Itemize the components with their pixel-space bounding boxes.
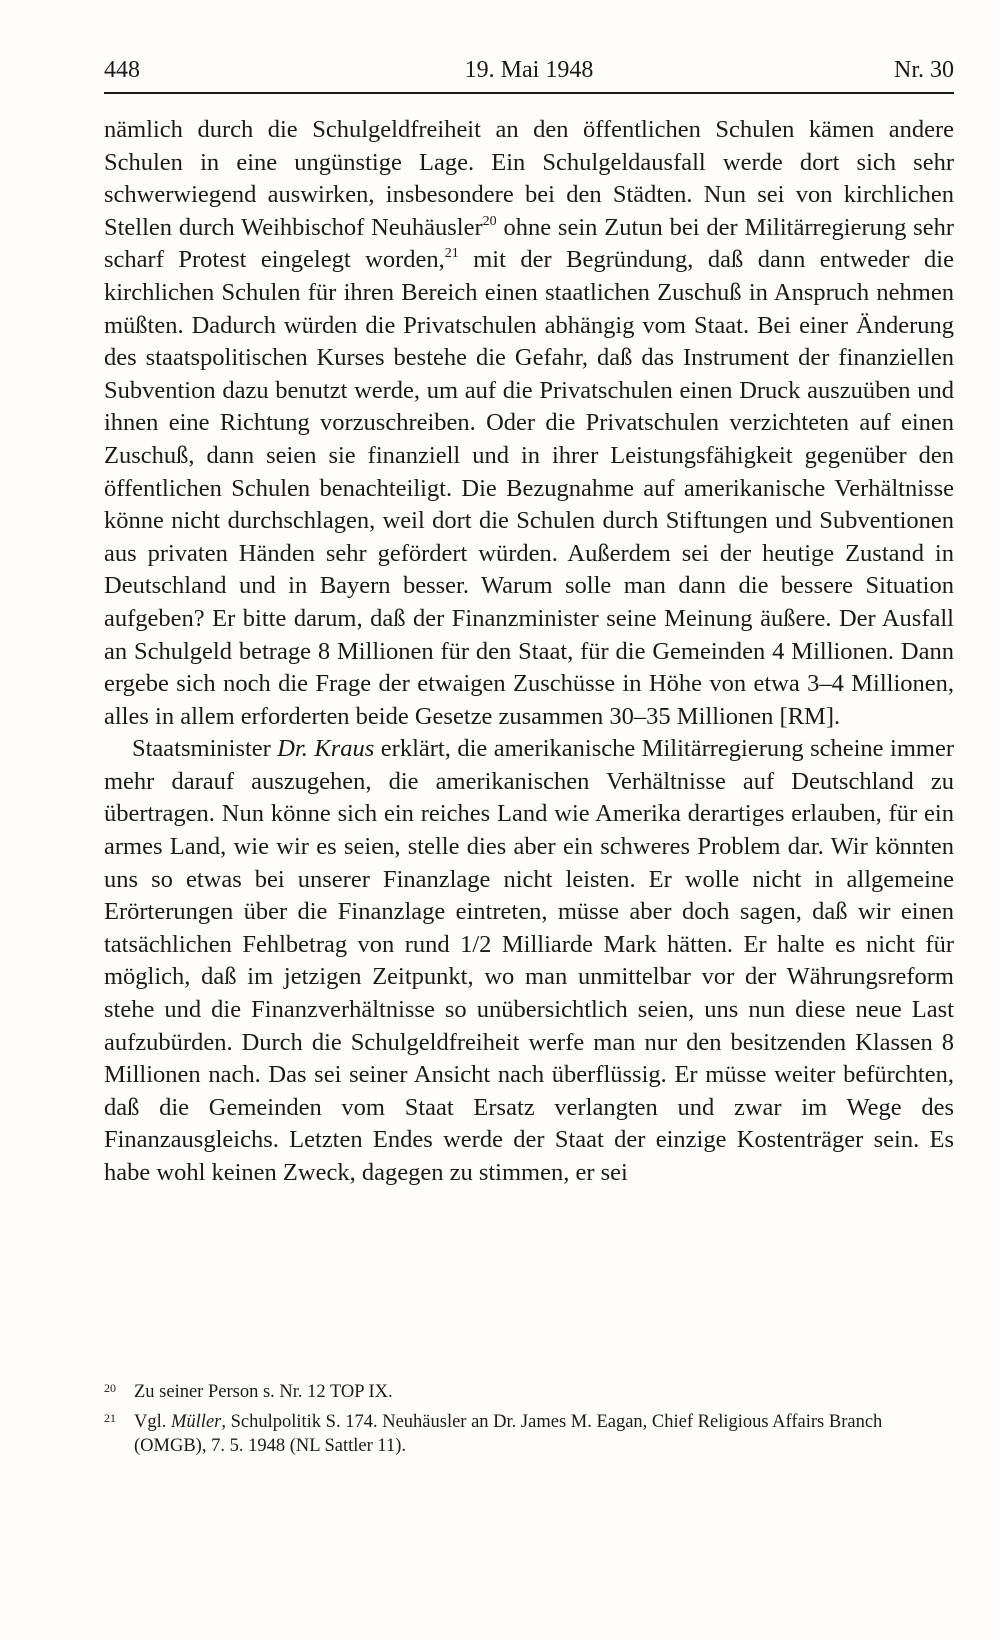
page-number: 448	[104, 57, 140, 83]
footnote-20	[104, 1380, 954, 1404]
footnote-ref-20[interactable]: 20	[482, 213, 497, 229]
paragraph-1	[104, 114, 954, 733]
document-page	[104, 50, 955, 1456]
paragraph-text: Milliarde Mark hätten. Er halte es nicht für möglich, daß im jetzigen Zeitpunkt, wo man unmittelbar vor der Währungsreform stehe und die Finanzverhältnisse so unübersichtlich seien, uns nun diese neue Last aufzubürden. Durch die Schulgeldfreiheit werfe man nur den besitzenden Klassen 8 Millionen nach. Das sei seiner Ansicht nach überflüssig. Er müsse weiter befürchten, daß die Gemeinden vom Staat Ersatz verlangten und zwar im Wege des Finanzausgleichs. Letzten Endes werde der Staat der einzige Kostenträger sein. Es habe wohl keinen Zweck, dagegen zu stimmen, er sei	[104, 930, 954, 1186]
footnote-21	[104, 1410, 954, 1458]
fraction: 1/2	[460, 930, 492, 958]
header-date: 19. Mai 1948	[464, 57, 594, 83]
running-header	[104, 50, 954, 90]
paragraph-text: nämlich durch die Schulgeldfreiheit an den öffentlichen Schulen kämen andere Schulen in eine ungünstige Lage. Ein Schulgeldausfall werde dort sich sehr schwerwiegend auswirken, insbesondere bei den Städten. Nun sei von kirchlichen Stellen durch Weihbischof Neuhäusler	[104, 116, 954, 241]
paragraph-text: ohne sein Zutun bei der Militärregierung sehr scharf Protest eingelegt worden,	[104, 213, 955, 274]
footnote-ref-21[interactable]: 21	[444, 246, 459, 262]
footnotes	[104, 1380, 954, 1464]
paragraph-text: erklärt, die amerikanische Militärregierung scheine immer mehr darauf auszugehen, die amerikanischen Verhältnisse auf Deutschland zu übertragen. Nun könne sich ein reiches Land wie Amerika derartiges erlauben, für ein armes Land, wie wir es seien, stelle dies aber ein schweres Problem dar. Wir könnten uns so etwas bei unserer Finanzlage nicht leisten. Er wolle nicht in allgemeine Erörterungen über die Finanzlage eintreten, müsse aber doch sagen, daß wir einen tatsächlichen Fehlbetrag von rund	[104, 735, 954, 958]
footnote-number: 20	[104, 1381, 116, 1395]
paragraph-2	[104, 733, 954, 1189]
header-rule	[104, 92, 954, 94]
body-text	[104, 114, 954, 1190]
paragraph-text: mit der Begründung, daß dann entweder die kirchlichen Schulen für ihren Bereich einen staatlichen Zuschuß in Anspruch nehmen müßten. Dadurch würden die Privatschulen abhängig vom Staat. Bei einer Änderung des staatspolitischen Kurses bestehe die Gefahr, daß das Instrument der finanziellen Subvention dazu benutzt werde, um auf die Privatschulen einen Druck auszuüben und ihnen eine Richtung vorzuschreiben. Oder die Privatschulen verzichteten auf einen Zuschuß, dann seien sie finanziell und in ihrer Leistungsfähigkeit gegenüber den öffentlichen Schulen benachteiligt. Die Bezugnahme auf amerikanische Verhältnisse könne nicht durchschlagen, weil dort die Schulen durch Stiftungen und Subventionen aus privaten Händen sehr gefördert würden. Außerdem sei der heutige Zustand in Deutschland und in Bayern besser. Warum solle man dann die bessere Situation aufgeben? Er bitte darum, daß der Finanzminister seine Meinung äußere. Der Ausfall an Schulgeld betrage 8 Millionen für den Staat, für die Gemeinden 4 Millionen. Dann ergebe sich noch die Frage der etwaigen Zuschüsse in Höhe von etwa 3–4 Millionen, alles in allem erforderten beide Gesetze zusammen 30–35 Millionen [RM].	[104, 246, 954, 730]
paragraph-text: Staatsminister	[132, 735, 278, 763]
footnote-author: Müller	[171, 1412, 222, 1432]
footnote-prefix: Vgl.	[134, 1412, 171, 1432]
footnote-number: 21	[104, 1411, 116, 1425]
speaker-name: Dr. Kraus	[277, 735, 375, 763]
footnote-text: , Schulpolitik S. 174. Neuhäusler an Dr. James M. Eagan, Chief Religious Affairs Branch (OMGB), 7. 5. 1948 (NL Sattler 11).	[134, 1412, 883, 1456]
document-number: Nr. 30	[894, 57, 954, 83]
footnote-text: Zu seiner Person s. Nr. 12 TOP IX.	[134, 1382, 393, 1402]
